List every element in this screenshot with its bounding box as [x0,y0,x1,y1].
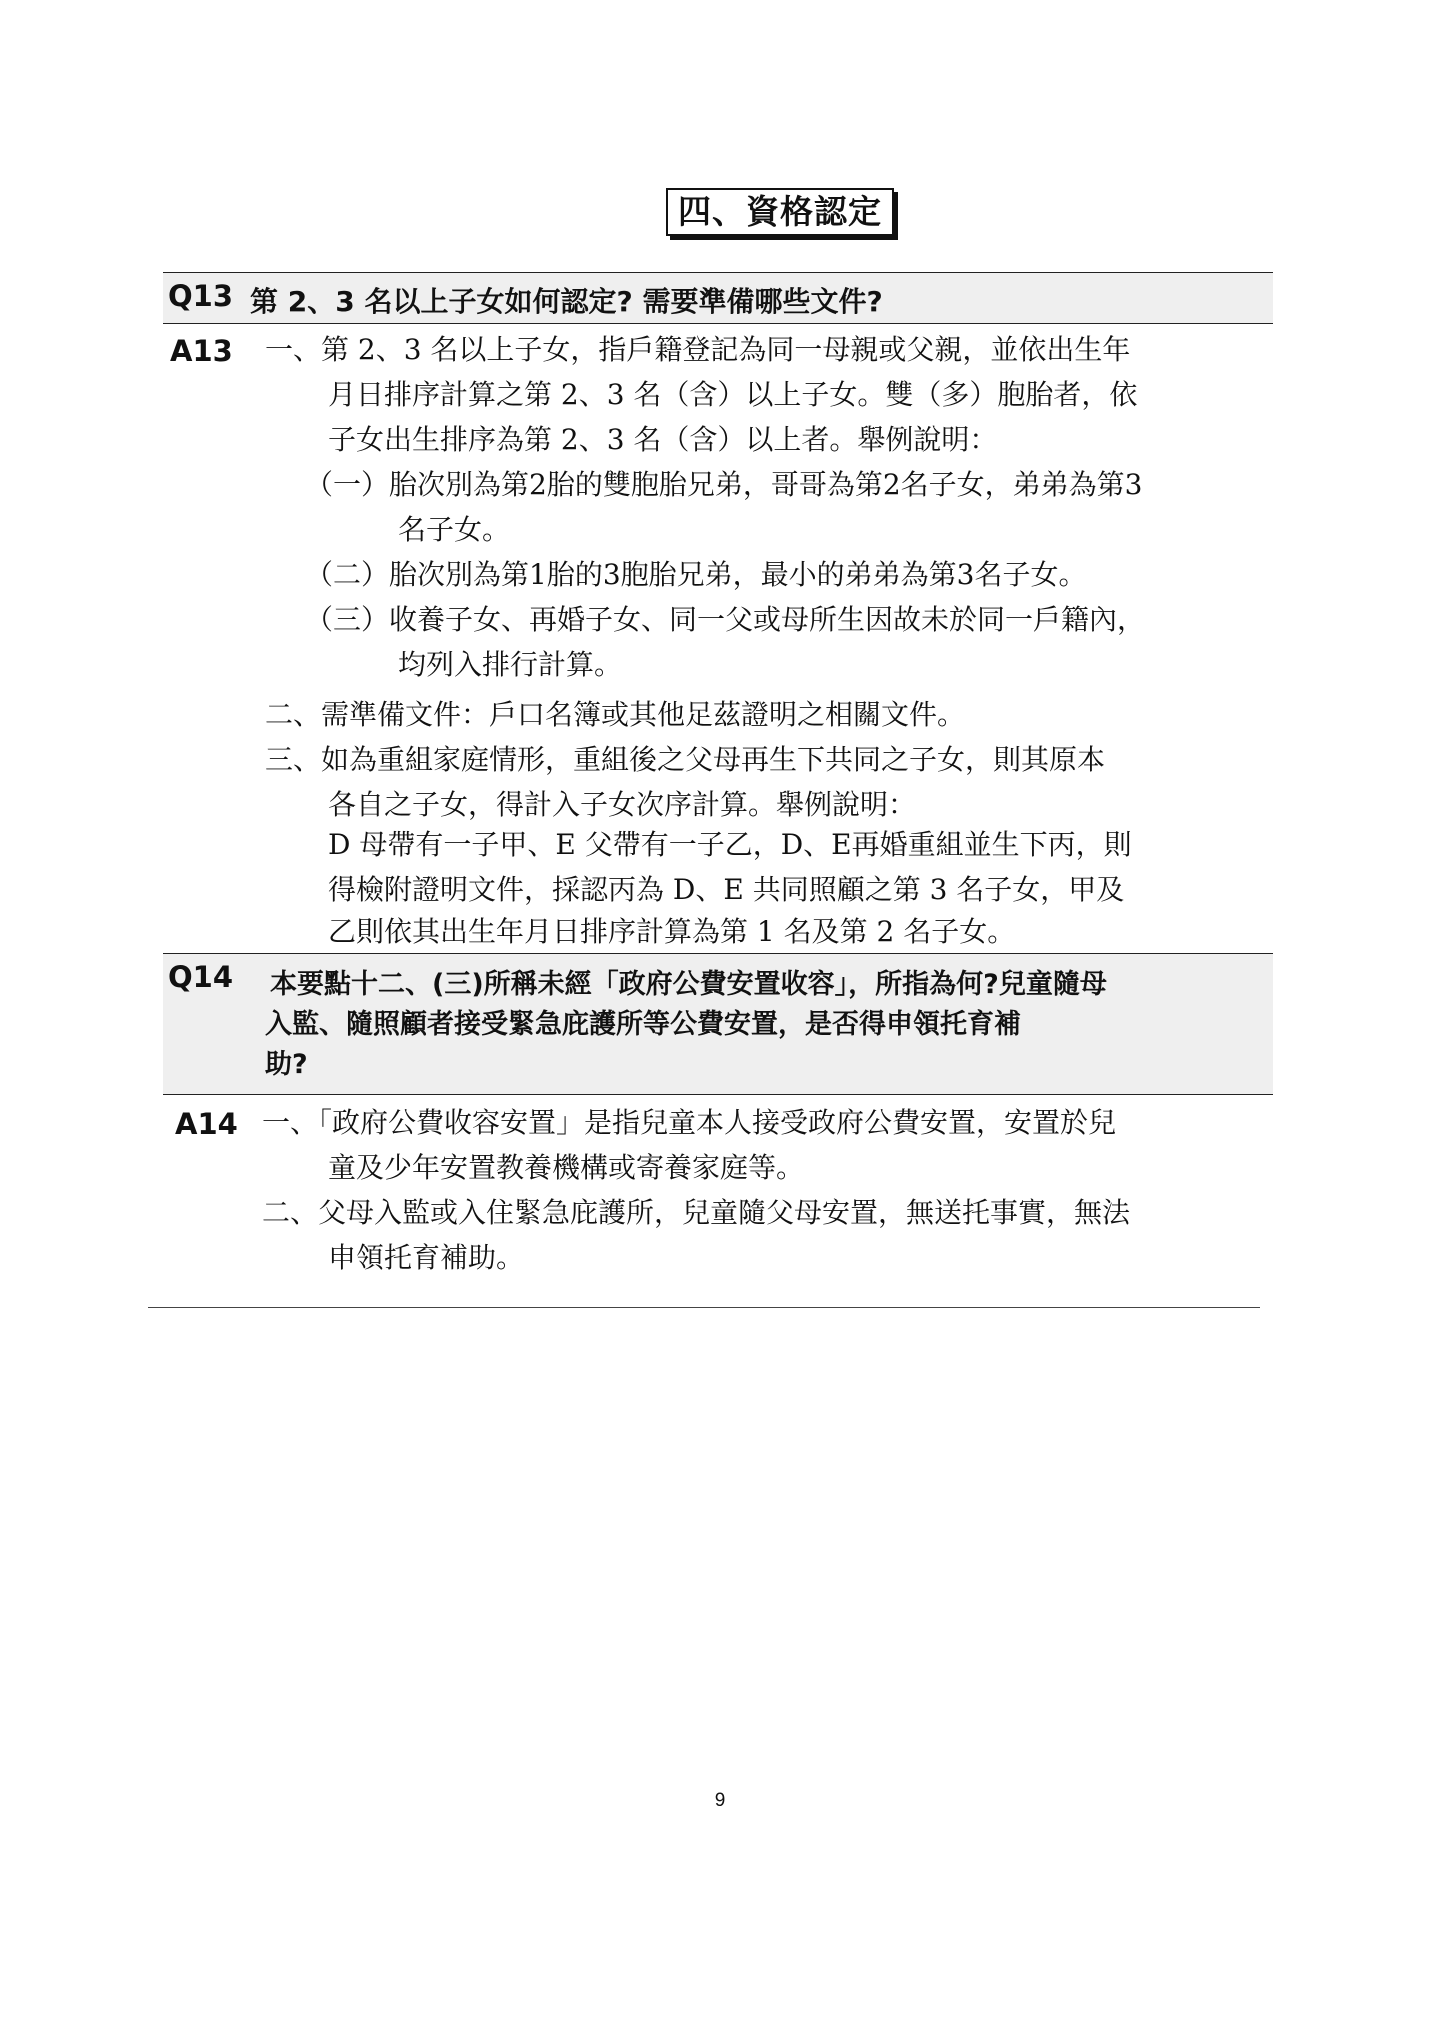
question-text-q14: 入監、隨照顧者接受緊急庇護所等公費安置，是否得申領托育補 [265,1009,1021,1040]
answer-line: 三、如為重組家庭情形，重組後之父母再生下共同之子女，則其原本 [265,743,1106,776]
answer-line: 申領托育補助。 [328,1241,525,1274]
bottom-rule [148,1307,1260,1308]
question-label-q14: Q14 [168,960,234,994]
question-text-q13: 第 2、3 名以上子女如何認定? 需要準備哪些文件? [250,285,883,318]
answer-line: 名子女。 [398,513,511,546]
answer-label-a14: A14 [175,1107,238,1141]
section-title: 四、資格認定 [666,188,894,236]
answer-line: 乙則依其出生年月日排序計算為第 1 名及第 2 名子女。 [328,915,1016,948]
answer-line: 各自之子女，得計入子女次序計算。舉例說明： [328,788,917,821]
answer-line: 月日排序計算之第 2、3 名（含）以上子女。雙（多）胞胎者，依 [328,378,1138,411]
answer-label-a13: A13 [170,334,233,368]
question-label-q13: Q13 [168,279,234,313]
answer-line: 二、父母入監或入住緊急庇護所，兒童隨父母安置，無送托事實，無法 [262,1196,1131,1229]
answer-line: D 母帶有一子甲、E 父帶有一子乙，D、E再婚重組並生下丙，則 [328,828,1132,861]
answer-line: （一）胎次別為第2胎的雙胞胎兄弟，哥哥為第2名子女，弟弟為第3 [305,468,1143,501]
answer-line: （三）收養子女、再婚子女、同一父或母所生因故未於同一戶籍內， [305,603,1146,636]
answer-line: 童及少年安置教養機構或寄養家庭等。 [328,1151,805,1184]
answer-line: 一、「政府公費收容安置」是指兒童本人接受政府公費安置，安置於兒 [262,1106,1117,1139]
question-text-q14: 助? [265,1049,308,1080]
answer-line: 得檢附證明文件，採認丙為 D、E 共同照顧之第 3 名子女，甲及 [328,873,1125,906]
answer-line: 均列入排行計算。 [398,648,623,681]
answer-line: 一、第 2、3 名以上子女，指戶籍登記為同一母親或父親，並依出生年 [265,333,1131,366]
answer-line: （二）胎次別為第1胎的3胞胎兄弟，最小的弟弟為第3名子女。 [305,558,1087,591]
answer-line: 二、需準備文件：戶口名簿或其他足茲證明之相關文件。 [265,698,966,731]
question-text-q14: 本要點十二、(三)所稱未經「政府公費安置收容」，所指為何?兒童隨母 [270,969,1107,1000]
answer-line: 子女出生排序為第 2、3 名（含）以上者。舉例說明： [328,423,998,456]
page-number: 9 [714,1790,726,1811]
